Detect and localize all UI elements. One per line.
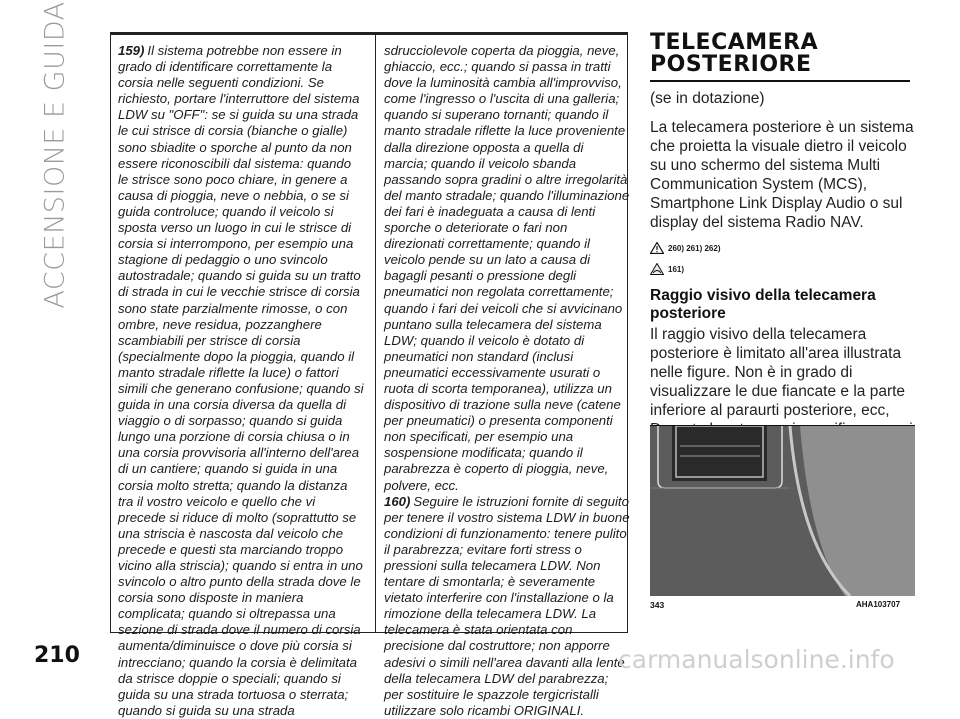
column-divider: [375, 35, 376, 632]
body-paragraph: Il raggio visivo della telecamera posteriore è limitato all'area illustrata nelle figure. Non è in grado di visualizzare le due fiancate e la parte inferiore al paraurti posteriore, ecc,: [650, 326, 906, 419]
subheading: Raggio visivo della telecamera posteriore: [650, 287, 876, 322]
note-159-continuation: sdrucciolevole coperta da pioggia, neve, ghiaccio, ecc.; quando si passa in tratti dove la luminosità cambia all'improvviso, come l'ingresso o l'uscita di una galleria; quando si superano tornanti; quando il manto stradale riflette la luce proveniente dalla direzione opposta a quella di marcia; quando il veicolo sbanda passando sopra gradini o altre irregolarità del manto stradale; quando l'illuminazione dei fari è inadeguata a causa di lenti sporche o deteriorate o fari non direzionati correttamente; quando il veicolo pende su un lato a causa di bagagli pesanti o pressione degli pneumatici non regolata correttamente; quando i fari dei veicoli che si avvicinano puntano sulla telecamera del sistema LDW; quando il veicolo è dotato di pneumatici non standard (inclusi pneumatici eccessivamente usurati o ruota di scorta temporanea), utilizza un dispositivo di trazione sulla neve (catene per pneumatici) o presenta componenti non specificati, per esempio una sospensione modificata; quando il parabrezza è coperto di pioggia, neve, polvere, ecc.: [384, 43, 630, 493]
section-title-line1: TELECAMERA: [650, 30, 819, 55]
rear-camera-section: [650, 32, 915, 477]
note-number: 159): [118, 43, 145, 58]
note-text: Seguire le istruzioni fornite di seguito per tenere il vostro sistema LDW in buone condizioni di funzionamento: tenere pulito il parabrezza; evitare forti stress o pressioni sulla telecamera LDW. Non tentare di smontarla; è severamente vietato interferire con l'installazione o la rimozione della telecamera LDW. La telecamera è stata orientata con precisione dal costruttore; non apporre adesivi o simili nell'area davanti alla lente della telecamera LDW del parabrezza; per sostituire le spazzole tergicristalli utilizzare solo ricambi ORIGINALI.: [384, 493, 630, 718]
warning-references: [650, 242, 915, 254]
chapter-side-title: [30, 1, 80, 309]
caution-refs-text: 161): [668, 264, 685, 274]
vehicle-top-view-illustration: [650, 426, 915, 596]
figure-number: 343: [650, 600, 665, 610]
note-159: [118, 43, 364, 719]
note-160: [384, 494, 630, 719]
note-column-right: [384, 43, 630, 719]
note-column-left: [118, 43, 364, 719]
section-title: [650, 32, 915, 76]
caution-icon: [650, 263, 664, 275]
rear-camera-figure: [650, 425, 915, 596]
notes-box: [110, 32, 630, 718]
warning-triangle-icon: [650, 242, 664, 254]
page-number: 210: [34, 643, 80, 668]
figure-code: AHA103707: [856, 600, 901, 609]
intro-paragraph: La telecamera posteriore è un sistema che proietta la visuale dietro il veicolo su uno schermo del sistema Multi Communication System (MCS), Smartphone Link Display Audio o sul display del sistema Radio NAV.: [650, 119, 914, 231]
title-rule: [650, 80, 910, 82]
caution-references: [650, 263, 915, 275]
chapter-label: ACCENSIONE E GUIDA: [39, 1, 71, 309]
warning-refs-text: 260) 261) 262): [668, 243, 721, 253]
section-subtitle: (se in dotazione): [650, 90, 765, 107]
note-number: 160): [384, 493, 411, 509]
watermark: carmanualsonline.info: [618, 645, 895, 674]
note-text: Il sistema potrebbe non essere in grado di identificare correttamente la corsia nelle seguenti condizioni. Se richiesto, portare l'interruttore del sistema LDW su "OFF": se si guida su una strada le cui strisce di corsia (bianche o gialle) sono sbiadite o sporche al punto da non essere riconoscibili dal sistema: quando le strisce sono poco chiare, in genere a causa di pioggia, neve o nebbia, o se si guida controluce; quando il veicolo si sposta verso un luogo in cui le strisce di corsia si interrompono, per esempio una stagione di pedaggio o uno svincolo autostradale; quando si guida su un tratto di strada in cui le vecchie strisce di corsia sono state parzialmente rimosse, o con ombre, neve residua, pozzanghere scambiabili per strisce di corsia (specialmente dopo la pioggia, quando il manto stradale riflette la luce) o fattori simili che generano confusione; quando si guida in una corsia diversa da quella di viaggio o di sorpasso; quando si guida lungo una porzione di corsia chiusa o in una corsia provvisoria all'interno dell'area di un cantiere; quando si guida in una corsia molto stretta; quando la distanza tra il vostro veicolo e quello che vi precede si riduce di molto (soprattutto se una striscia è nascosta dal veicolo che precede e questi sta marciando troppo vicino alla striscia); quando si entra in uno svincolo o altro punto della strada dove le corsia sono disposte in maniera complicata; quando si oltrepassa una sezione di strada dove il numero di corsia aumenta/diminuisce o dove più corsia si intrecciano; quando la corsia è delimitata da strisce doppie o speciali; quando si guida su una strada tortuosa o sterrata; quando si guida su una strada: [118, 43, 364, 718]
section-title-line2: POSTERIORE: [650, 52, 812, 77]
